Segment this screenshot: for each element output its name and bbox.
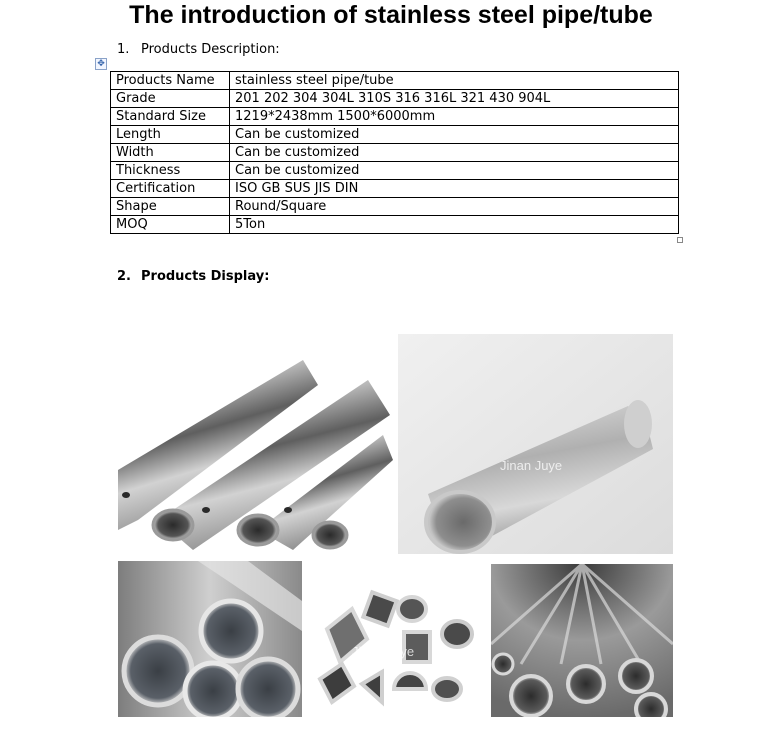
table-row (111, 108, 679, 126)
table-value: 1219*2438mm 1500*6000mm (230, 108, 679, 126)
table-value: 5Ton (230, 216, 679, 234)
table-row (111, 216, 679, 234)
table-key: Shape (111, 198, 230, 216)
table-key: Grade (111, 90, 230, 108)
page-title: The introduction of stainless steel pipe/tube (129, 1, 653, 29)
table-resize-handle[interactable] (677, 237, 683, 243)
photo-parallel-tubes (118, 330, 393, 555)
table-row (111, 162, 679, 180)
table-row (111, 180, 679, 198)
photo-pipe-ends (118, 561, 302, 717)
section-label: Products Display: (141, 269, 270, 284)
table-key: Width (111, 144, 230, 162)
table-value: Can be customized (230, 144, 679, 162)
table-key: Length (111, 126, 230, 144)
watermark: Jinan Juye (500, 458, 563, 473)
table-value: Can be customized (230, 162, 679, 180)
photo-profile-shapes (312, 584, 479, 717)
table-value: Round/Square (230, 198, 679, 216)
table-value: 201 202 304 304L 310S 316 316L 321 430 904L (230, 90, 679, 108)
table-key: Certification (111, 180, 230, 198)
table-row (111, 90, 679, 108)
section-number: 2. (117, 269, 131, 284)
table-key: Products Name (111, 72, 230, 90)
section-number: 1. (117, 42, 130, 57)
table-row (111, 72, 679, 90)
watermark: Jinan Juye (352, 644, 415, 659)
photo-tube-fan (491, 564, 673, 717)
table-row (111, 144, 679, 162)
table-row (111, 126, 679, 144)
section-heading-display (117, 269, 269, 284)
section-label: Products Description: (141, 42, 280, 57)
photo-single-tube (398, 334, 673, 554)
table-value: Can be customized (230, 126, 679, 144)
spec-table (110, 71, 679, 234)
table-key: Standard Size (111, 108, 230, 126)
table-row (111, 198, 679, 216)
move-icon[interactable]: ✥ (95, 58, 107, 70)
table-key: MOQ (111, 216, 230, 234)
table-value: stainless steel pipe/tube (230, 72, 679, 90)
section-heading-description (117, 42, 280, 57)
table-value: ISO GB SUS JIS DIN (230, 180, 679, 198)
table-key: Thickness (111, 162, 230, 180)
